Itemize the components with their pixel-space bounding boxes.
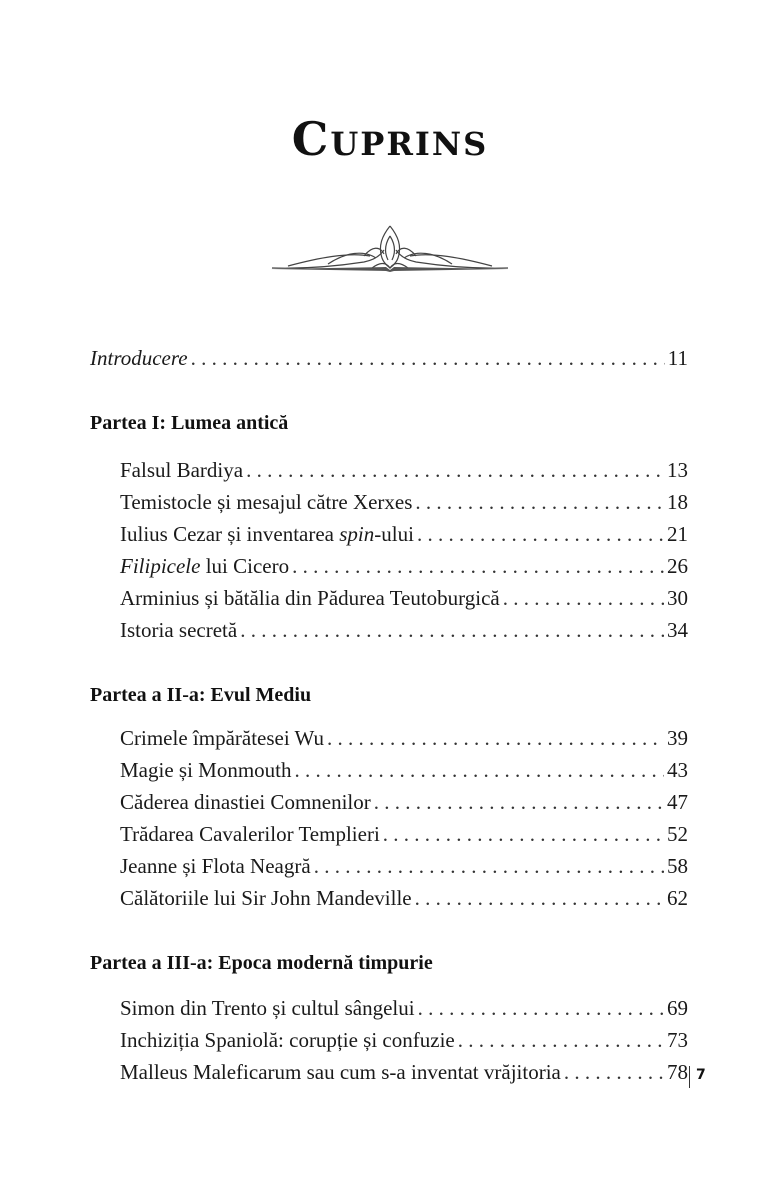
toc-leader-dots [415, 886, 664, 911]
toc-leader-dots [191, 346, 665, 371]
toc-entry-page: 73 [667, 1028, 688, 1052]
toc-entry-title: Magie și Monmouth [120, 758, 292, 782]
toc-entry [90, 1028, 688, 1060]
toc-entry-title: Iulius Cezar și inventarea spin-ului [120, 522, 414, 546]
toc-entry-page: 43 [667, 758, 688, 782]
toc-entry-page: 58 [667, 854, 688, 878]
toc-entry [90, 458, 688, 490]
toc-entry-title: Simon din Trento și cultul sângelui [120, 996, 415, 1020]
toc-entry-title: Falsul Bardiya [120, 458, 244, 482]
toc-entry [90, 726, 688, 758]
toc-leader-dots [295, 758, 665, 783]
toc-entry [90, 854, 688, 886]
toc-leader-dots [503, 586, 664, 611]
toc-entry-page: 11 [667, 346, 688, 370]
toc-entry-page: 62 [667, 886, 688, 910]
flourish-ornament-icon [268, 222, 512, 274]
toc-leader-dots [314, 854, 664, 879]
toc-leader-dots [415, 490, 664, 515]
toc-leader-dots [240, 618, 664, 643]
toc-entry-page: 39 [667, 726, 688, 750]
toc-leader-dots [246, 458, 664, 483]
toc-intro [90, 346, 688, 378]
toc-entry-page: 52 [667, 822, 688, 846]
toc-entry-title: Călătoriile lui Sir John Mandeville [120, 886, 412, 910]
toc-entry-title: Filipicele lui Cicero [120, 554, 290, 578]
toc-entry [90, 790, 688, 822]
toc-section-part-3 [90, 996, 688, 1092]
toc-entry [90, 758, 688, 790]
toc-entry-title: Căderea dinastiei Comnenilor [120, 790, 371, 814]
toc-leader-dots [564, 1060, 664, 1085]
toc-entry-title: Crimele împărătesei Wu [120, 726, 325, 750]
toc-leader-dots [458, 1028, 664, 1053]
folio-divider [689, 1066, 690, 1088]
toc-entry [90, 886, 688, 918]
toc-entry [90, 822, 688, 854]
toc-entry-page: 78 [667, 1060, 688, 1084]
toc-entry [90, 1060, 688, 1092]
toc-leader-dots [418, 996, 664, 1021]
toc-entry-title: Arminius și bătălia din Pădurea Teutoburgică [120, 586, 500, 610]
toc-entry-page: 47 [667, 790, 688, 814]
toc-entry [90, 996, 688, 1028]
toc-entry-page: 30 [667, 586, 688, 610]
page-number: 7 [696, 1067, 706, 1083]
toc-entry [90, 618, 688, 650]
toc-entry-title: Trădarea Cavalerilor Templieri [120, 822, 380, 846]
toc-entry [90, 554, 688, 586]
part-heading: Partea a III-a: Epoca modernă timpurie [90, 952, 433, 974]
toc-entry-page: 69 [667, 996, 688, 1020]
toc-leader-dots [292, 554, 664, 579]
toc-entry [90, 346, 688, 378]
part-heading: Partea I: Lumea antică [90, 412, 289, 434]
toc-entry-page: 34 [667, 618, 688, 642]
toc-entry-title: Temistocle și mesajul către Xerxes [120, 490, 413, 514]
toc-entry-page: 18 [667, 490, 688, 514]
part-heading: Partea a II-a: Evul Mediu [90, 684, 312, 706]
toc-entry [90, 490, 688, 522]
toc-entry-title: Inchiziția Spaniolă: corupție și confuzie [120, 1028, 455, 1052]
toc-section-part-1 [90, 458, 688, 650]
toc-leader-dots [327, 726, 664, 751]
toc-entry-page: 21 [667, 522, 688, 546]
toc-entry-title: Malleus Maleficarum sau cum s-a inventat vrăjitoria [120, 1060, 561, 1084]
page-title: Cuprins [291, 112, 489, 166]
toc-entry-page: 26 [667, 554, 688, 578]
toc-entry [90, 586, 688, 618]
toc-entry-title: Jeanne și Flota Neagră [120, 854, 311, 878]
toc-entry [90, 522, 688, 554]
toc-entry-title: Istoria secretă [120, 618, 238, 642]
toc-leader-dots [417, 522, 664, 547]
toc-leader-dots [374, 790, 664, 815]
toc-entry-title: Introducere [90, 346, 188, 370]
toc-section-part-2 [90, 726, 688, 918]
toc-entry-page: 13 [667, 458, 688, 482]
toc-leader-dots [383, 822, 664, 847]
